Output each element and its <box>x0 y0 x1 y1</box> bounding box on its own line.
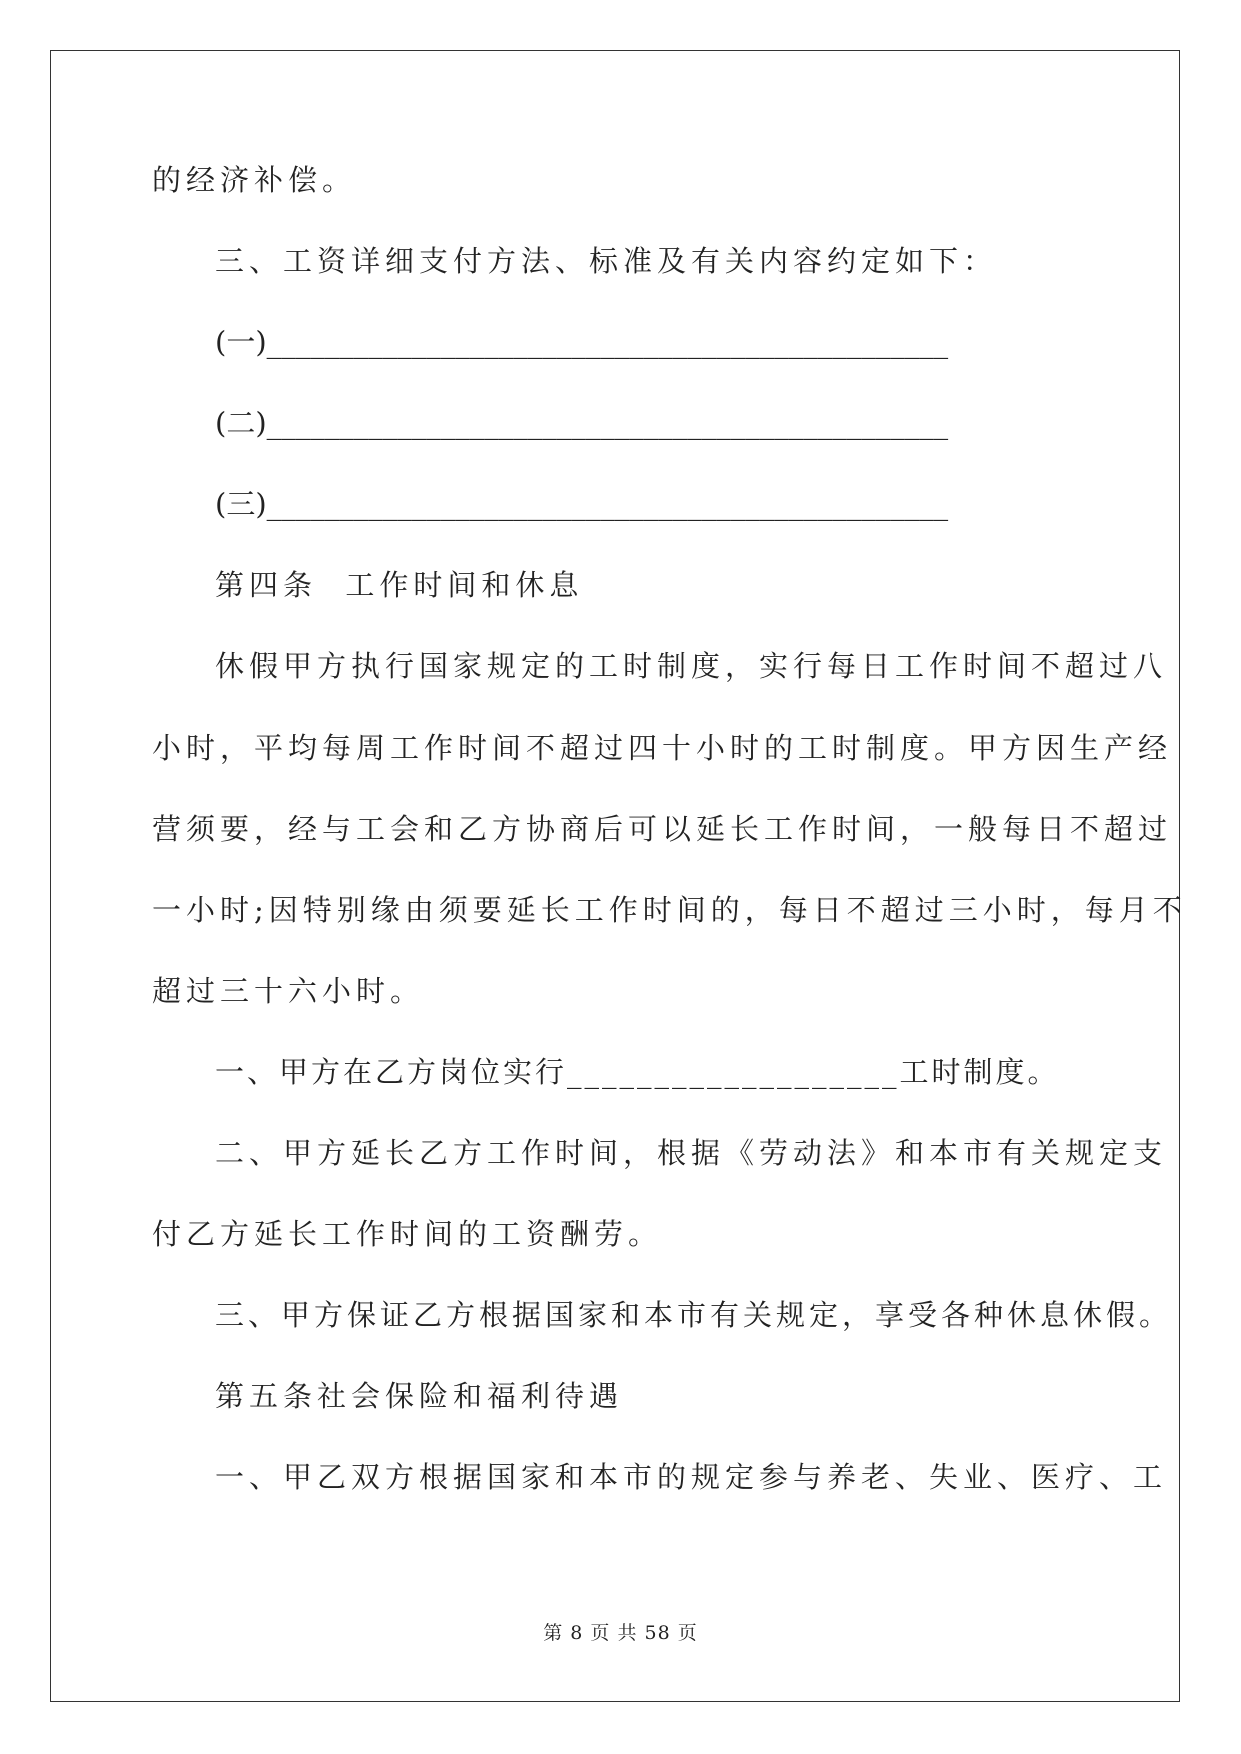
section-heading-5: 第五条社会保险和福利待遇 <box>215 1379 624 1413</box>
page-footer: 第 8 页 共 58 页 <box>543 1622 698 1644</box>
text-line-17: 一、甲乙双方根据国家和本市的规定参与养老、失业、医疗、工 <box>215 1460 1168 1494</box>
text-line-7: 休假甲方执行国家规定的工时制度，实行每日工作时间不超过八 <box>215 649 1168 683</box>
text-line-5: (三)_______________________________________________ <box>215 487 949 521</box>
text-line-13: 二、甲方延长乙方工作时间，根据《劳动法》和本市有关规定支 <box>215 1136 1168 1170</box>
text-line-4: (二)_______________________________________________ <box>215 406 949 440</box>
text-line-11: 超过三十六小时。 <box>152 974 425 1008</box>
text-line-2: 三、工资详细支付方法、标准及有关内容约定如下： <box>215 244 998 278</box>
text-line-12: 一、甲方在乙方岗位实行___________________工时制度。 <box>215 1055 1060 1089</box>
text-line-14: 付乙方延长工作时间的工资酬劳。 <box>152 1217 663 1251</box>
text-line-8: 小时，平均每周工作时间不超过四十小时的工时制度。甲方因生产经 <box>152 731 1173 765</box>
text-line-10: 一小时;因特别缘由须要延长工作时间的，每日不超过三小时，每月不 <box>152 893 1187 927</box>
text-line-15: 三、甲方保证乙方根据国家和本市有关规定，享受各种休息休假。 <box>215 1298 1173 1332</box>
section-heading-4: 第四条 工作时间和休息 <box>215 568 584 602</box>
text-line-3: (一)_______________________________________________ <box>215 325 949 359</box>
text-line-9: 营须要，经与工会和乙方协商后可以延长工作时间，一般每日不超过 <box>152 812 1173 846</box>
text-line-1: 的经济补偿。 <box>152 163 357 197</box>
page-frame <box>50 50 1180 1702</box>
